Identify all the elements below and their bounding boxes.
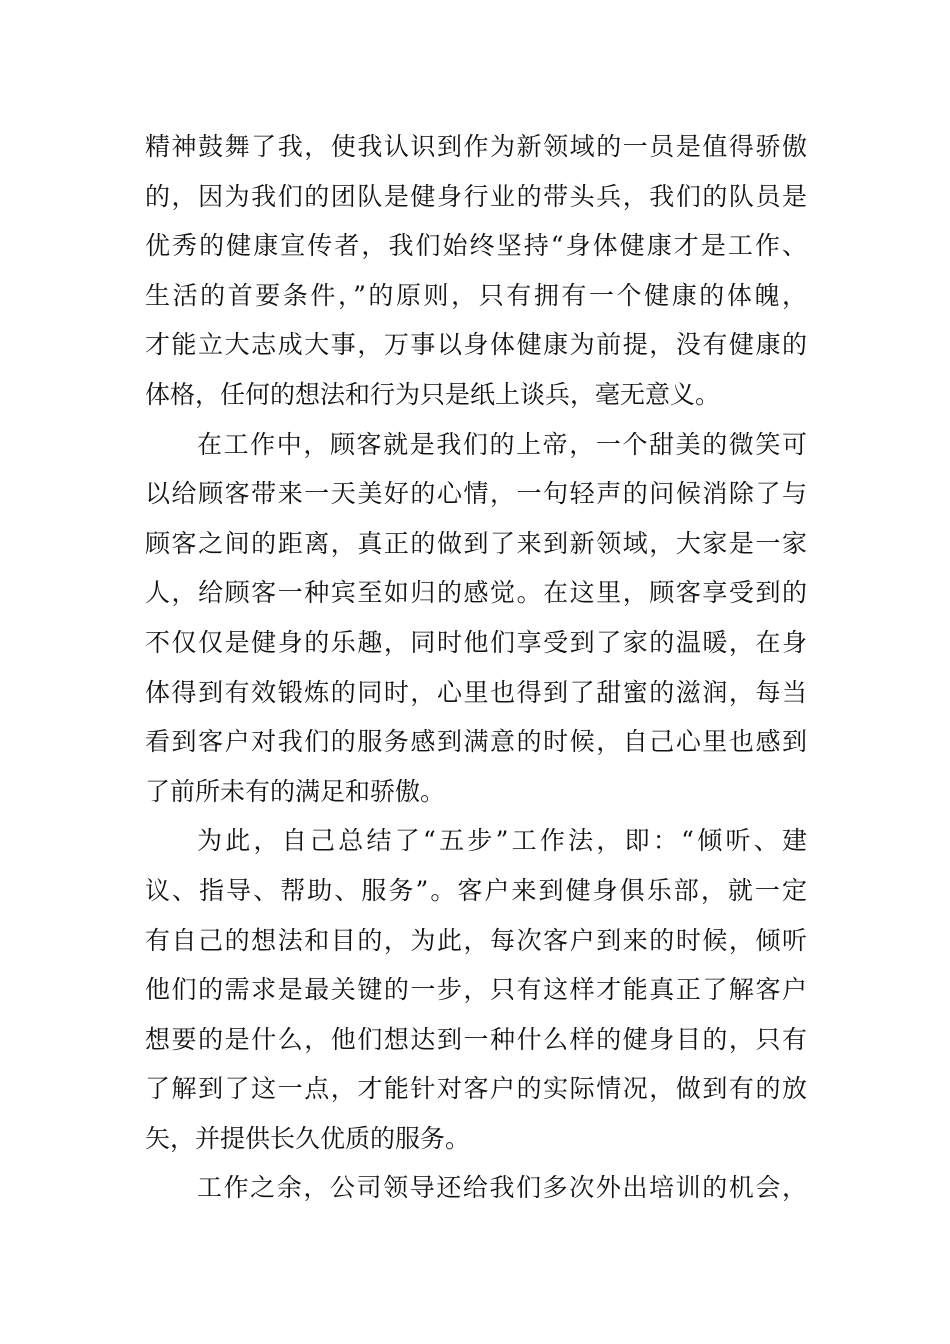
text-line: 想要的是什么，他们想达到一种什么样的健身目的，只有	[145, 1024, 807, 1054]
text-line: 生活的首要条件，”的原则，只有拥有一个健康的体魄，	[145, 280, 807, 310]
text-line: 顾客之间的距离，真正的做到了来到新领域，大家是一家	[145, 528, 807, 558]
text-line: 精神鼓舞了我，使我认识到作为新领域的一员是值得骄傲	[145, 132, 807, 161]
text-line: 体得到有效锻炼的同时，心里也得到了甜蜜的滋润，每当	[145, 677, 807, 707]
text-line: 议、指导、帮助、服务”。客户来到健身俱乐部，就一定	[145, 875, 807, 905]
paragraph	[145, 816, 807, 1163]
text-line: 优秀的健康宣传者，我们始终坚持“身体健康才是工作、	[145, 231, 807, 261]
text-line: 不仅仅是健身的乐趣，同时他们享受到了家的温暖，在身	[145, 627, 807, 657]
paragraph	[145, 1163, 807, 1213]
text-line: 为此，自己总结了“五步”工作法，即：“倾听、建	[197, 826, 807, 856]
text-line: 了解到了这一点，才能针对客户的实际情况，做到有的放	[145, 1074, 807, 1104]
text-line: 以给顾客带来一天美好的心情，一句轻声的问候消除了与	[145, 479, 807, 509]
text-line: 看到客户对我们的服务感到满意的时候，自己心里也感到	[145, 727, 807, 757]
text-line: 了前所未有的满足和骄傲。	[145, 776, 446, 806]
document-body	[145, 122, 807, 1213]
text-line: 才能立大志成大事，万事以身体健康为前提，没有健康的	[145, 330, 807, 360]
text-line: 人，给顾客一种宾至如归的感觉。在这里，顾客享受到的	[145, 578, 807, 608]
text-line: 体格，任何的想法和行为只是纸上谈兵，毫无意义。	[145, 379, 721, 409]
paragraph	[145, 420, 807, 817]
text-line: 在工作中，顾客就是我们的上帝，一个甜美的微笑可	[197, 429, 807, 459]
paragraph	[145, 122, 807, 420]
text-line: 工作之余，公司领导还给我们多次外出培训的机会，	[197, 1173, 807, 1203]
text-line: 的，因为我们的团队是健身行业的带头兵，我们的队员是	[145, 181, 807, 211]
text-line: 有自己的想法和目的，为此，每次客户到来的时候，倾听	[145, 925, 807, 955]
text-line: 矢，并提供长久优质的服务。	[145, 1123, 471, 1153]
text-line: 他们的需求是最关键的一步，只有这样才能真正了解客户	[145, 975, 807, 1005]
